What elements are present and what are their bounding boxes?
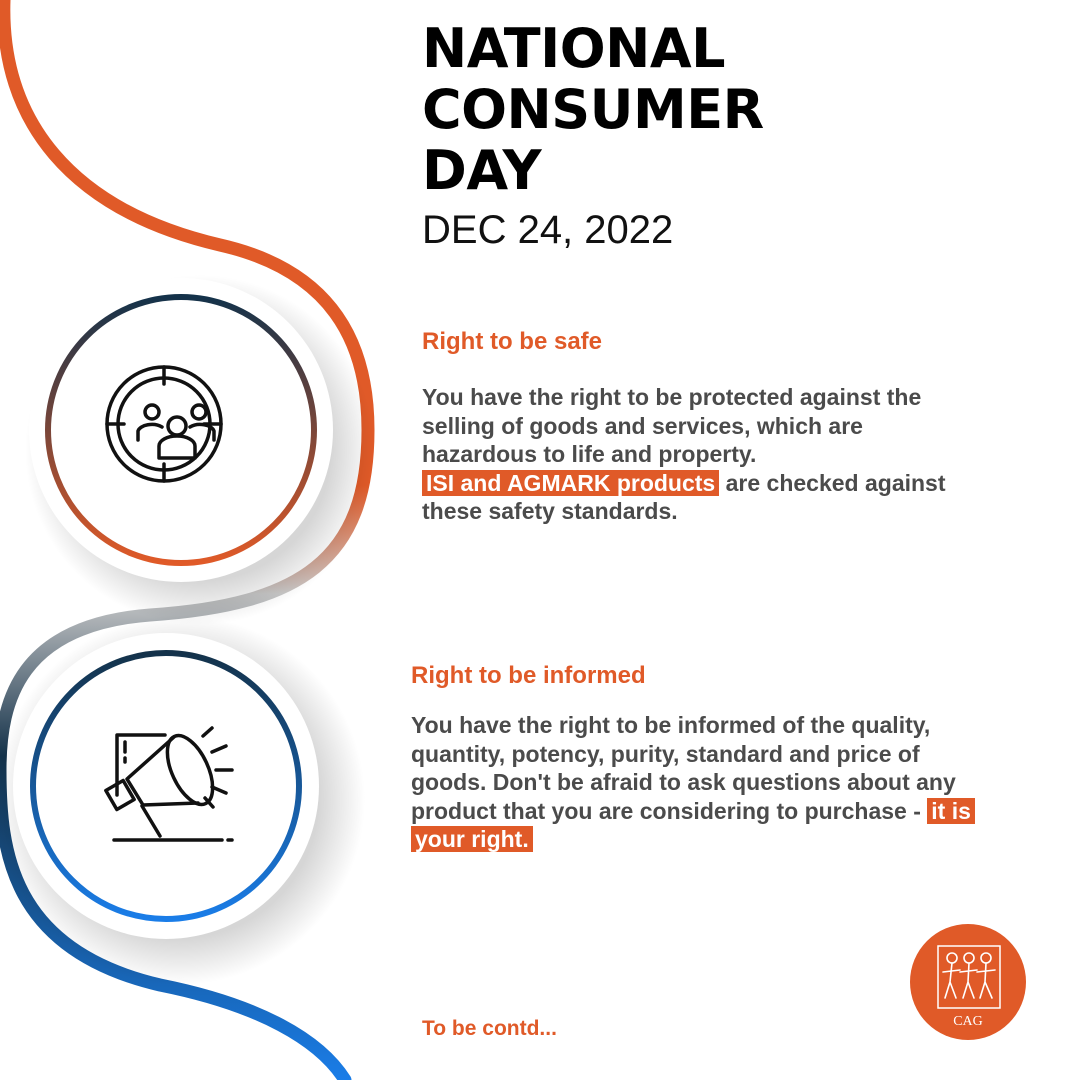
highlight-text: it is your right. xyxy=(411,798,975,853)
event-date: DEC 24, 2022 xyxy=(422,208,674,252)
continued-note: To be contd... xyxy=(422,1017,557,1040)
page-title xyxy=(422,18,764,201)
title-line: DAY xyxy=(422,139,542,202)
title-line: CONSUMER xyxy=(422,78,764,141)
title-line: NATIONAL xyxy=(422,17,726,80)
circle-badge-2 xyxy=(13,633,319,939)
section-text: You have the right to be protected against the selling of goods and services, which are hazardous to life and property. xyxy=(422,384,922,467)
circle-badge-1 xyxy=(29,278,333,582)
section-text: are checked against these safety standards. xyxy=(422,469,946,524)
cag-logo xyxy=(910,924,1026,1040)
section-heading-informed: Right to be informed xyxy=(411,662,646,689)
logo-text: CAG xyxy=(953,1014,983,1029)
section-body-informed xyxy=(411,711,971,854)
section-body-safe xyxy=(422,383,982,526)
section-heading-safe: Right to be safe xyxy=(422,328,603,355)
highlight-text: ISI and AGMARK products xyxy=(422,470,719,496)
section-text: You have the right to be informed of the quality, quantity, potency, purity, standard and price of goods. Don't be afraid to ask questions about any product that you are considering to purchase - xyxy=(411,712,956,824)
